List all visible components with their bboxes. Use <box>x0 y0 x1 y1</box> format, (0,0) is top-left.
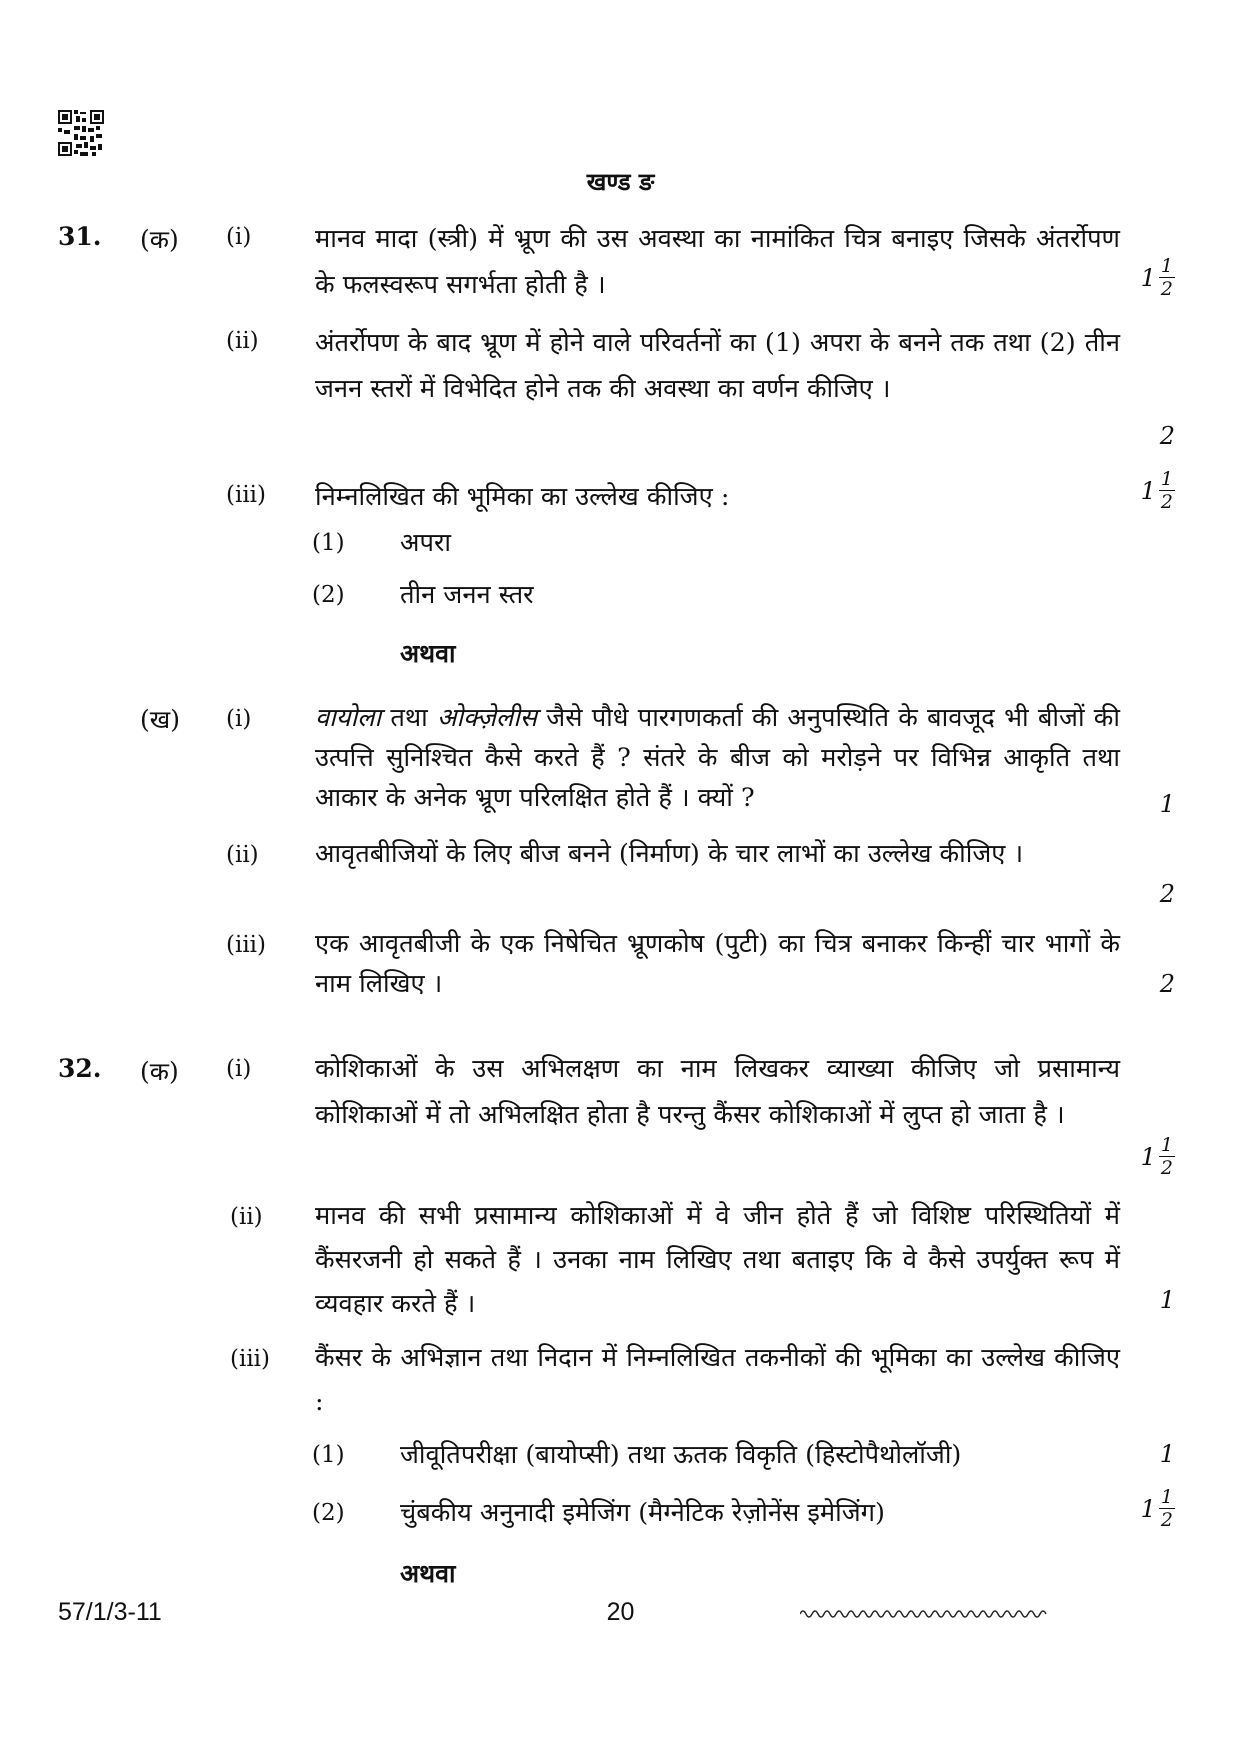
subpart-label: (iii) <box>226 932 267 958</box>
subpart-label: (i) <box>226 706 252 732</box>
list-item: अपरा <box>400 528 452 558</box>
list-item: चुंबकीय अनुनादी इमेजिंग (मैग्नेटिक रेज़ोनेंस इमेजिंग) <box>400 1498 885 1528</box>
list-number: (1) <box>312 1442 345 1468</box>
marks: 1 <box>1159 790 1175 818</box>
marks: 1 1 2 <box>1140 1486 1173 1531</box>
subpart-label: (iii) <box>230 1346 271 1372</box>
question-text: कोशिकाओं के उस अभिलक्षण का नाम लिखकर व्याख्या कीजिए जो प्रसामान्य कोशिकाओं में तो अभिलक्षित होता है परन्तु कैंसर कोशिकाओं में लुप्त हो जाता है । <box>315 1054 1120 1130</box>
question-text: निम्नलिखित की भूमिका का उल्लेख कीजिए : <box>315 482 730 512</box>
list-item: तीन जनन स्तर <box>400 580 534 610</box>
subpart-label: (ii) <box>230 1204 263 1230</box>
part-label: (क) <box>140 225 179 254</box>
part-label: (क) <box>140 1057 179 1086</box>
question-text: अंतर्रोपण के बाद भ्रूण में होने वाले परिवर्तनों का (1) अपरा के बनने तक तथा (2) तीन जनन स्तरों में विभेदित होने तक की अवस्था का वर्णन कीजिए । <box>315 328 1120 404</box>
qr-code <box>58 110 104 156</box>
marks: 1 1 2 <box>1140 1134 1173 1179</box>
paper-code: 57/1/3-11 <box>58 1598 162 1626</box>
subpart-label: (i) <box>226 224 252 250</box>
question-text: मानव मादा (स्त्री) में भ्रूण की उस अवस्था का नामांकित चित्र बनाइए जिसके अंतर्रोपण के फलस्वरूप सगर्भता होती है । <box>315 224 1120 300</box>
question-text: मानव की सभी प्रसामान्य कोशिकाओं में वे जीन होते हैं जो विशिष्ट परिस्थितियों में कैंसरजनी हो सकते हैं । उनका नाम लिखिए तथा बताइए कि वे कैसे उपर्युक्त रूप में व्यवहार करते हैं । <box>315 1201 1120 1319</box>
marks: 2 <box>1159 970 1175 998</box>
or-divider: अथवा <box>400 1559 456 1588</box>
wavy-line-decoration <box>800 1608 1050 1620</box>
page-number: 20 <box>606 1598 635 1626</box>
question-number: 32. <box>58 1054 102 1083</box>
list-number: (2) <box>312 1500 345 1526</box>
marks: 1 1 2 <box>1140 468 1173 513</box>
marks: 1 1 2 <box>1140 255 1173 300</box>
subpart-label: (ii) <box>226 842 259 868</box>
part-label: (ख) <box>140 705 180 734</box>
question-text: आवृतबीजियों के लिए बीज बनने (निर्माण) के चार लाभों का उल्लेख कीजिए । <box>315 839 1024 869</box>
marks: 1 <box>1159 1286 1175 1314</box>
list-item: जीवूतिपरीक्षा (बायोप्सी) तथा ऊतक विकृति (हिस्टोपैथोलॉजी) <box>400 1440 962 1470</box>
marks: 2 <box>1159 422 1175 450</box>
subpart-label: (iii) <box>226 482 267 508</box>
question-text: कैंसर के अभिज्ञान तथा निदान में निम्नलिखित तकनीकों की भूमिका का उल्लेख कीजिए : <box>315 1343 1120 1417</box>
question-number: 31. <box>58 222 102 251</box>
subpart-label: (ii) <box>226 328 259 354</box>
section-title: खण्ड ङ <box>586 167 655 196</box>
or-divider: अथवा <box>400 639 456 668</box>
marks: 1 <box>1159 1440 1175 1468</box>
question-text: वायोला तथा ओक्ज़ेलीस जैसे पौधे पारगणकर्ता की अनुपस्थिति के बावजूद भी बीजों की उत्पत्ति सुनिश्चित कैसे करते हैं ? संतरे के बीज को मरोड़ने पर विभिन्न आकृति तथा आकार के अनेक भ्रूण परिलक्षित होते हैं । क्यों ? <box>315 703 1120 813</box>
marks: 2 <box>1159 880 1175 908</box>
list-number: (1) <box>312 530 345 556</box>
list-number: (2) <box>312 582 345 608</box>
subpart-label: (i) <box>226 1056 252 1082</box>
question-text: एक आवृतबीजी के एक निषेचित भ्रूणकोष (पुटी) का चित्र बनाकर किन्हीं चार भागों के नाम लिखिए । <box>315 929 1120 999</box>
